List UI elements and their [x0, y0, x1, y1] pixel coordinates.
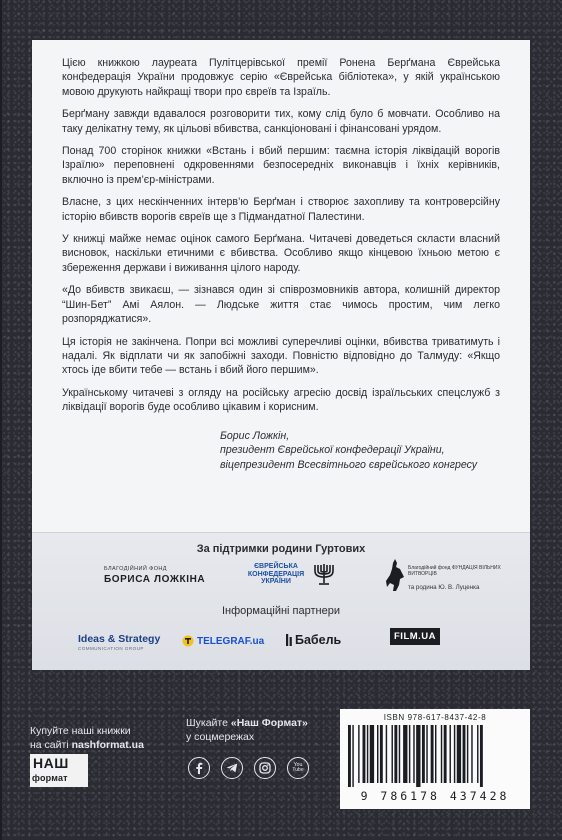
blurb-panel: [32, 40, 530, 532]
blurb-paragraph-6: «До вбивств звикаєш, — зізнався один зі співрозмовників автора, колишній директор “Шин-Бет” Амі Аялон. — Людське життя стає чимось простим, чим легко розпоряджатися».: [62, 284, 500, 326]
spine-edge: [0, 0, 2, 840]
telegraf-logo: [182, 635, 264, 647]
buy-books-line1: Купуйте наші книжки: [30, 725, 131, 737]
isbn-number: ISBN 978-617-8437-42-8: [383, 713, 487, 722]
ideas-strategy-name: Ideas & Strategy: [78, 633, 161, 645]
babel-icon: [285, 633, 293, 647]
nash-logo-bottom: формат: [32, 773, 68, 783]
sponsors-panel: [32, 532, 530, 670]
buy-books-line2: на сайті: [30, 739, 72, 751]
babel-name: Бабель: [295, 633, 342, 647]
lozhkin-foundation-logo: [104, 566, 205, 585]
blurb-paragraph-1: Цією книжкою лауреата Пулітцерівської премії Ронена Берґмана Єврейська конфедерація України продовжує серію «Єврейська бібліотека», у якій українською мовою друкують найкращі твори про євреїв та Ізраїль.: [62, 57, 500, 98]
lutsenko-family-text: та родина Ю. В. Луценка: [408, 584, 480, 591]
horseman-icon: [384, 557, 406, 593]
instagram-icon[interactable]: [254, 757, 276, 779]
free-creators-logo-text: Благодійний фонд ФУНДАЦІЯ ВІЛЬНИХ ВИТВОРЦІВ: [408, 565, 501, 577]
barcode-area: [340, 709, 530, 809]
nash-logo-top: НАШ: [33, 755, 69, 771]
signature-name: Борис Ложкін,: [220, 429, 290, 442]
lozhkin-logo-line2: БОРИСА ЛОЖКІНА: [104, 574, 206, 585]
blurb-paragraph-3: Понад 700 сторінок книжки «Встань і вбий першим: таємна історія ліквідацій ворогів Ізраїлю» переповнені одкровеннями безпосередніх виконавців і їхніх керівників, включно із прем’єр-міністрами.: [62, 145, 500, 186]
babel-logo: [285, 633, 341, 647]
ideas-strategy-logo: [78, 633, 160, 651]
barcode-digits: 9 786178 437428: [360, 789, 510, 803]
sponsors-heading: За підтримки родини Гуртових: [196, 543, 366, 555]
telegraf-suffix: .ua: [249, 635, 265, 647]
menorah-icon: [312, 561, 336, 587]
blurb-paragraph-7: Ця історія не закінчена. Попри всі можливі суперечливі оцінки, вбивства триватимуть і надалі. Як відплати чи як запобіжні заходи. Повністю відповідно до Талмуду: «Якщо хтось іде вбити тебе — встань і вбий його першим».: [62, 335, 500, 377]
search-brand: «Наш Формат»: [230, 717, 308, 729]
telegraf-icon: [182, 635, 194, 647]
film-ua-name: FILM.UA: [390, 628, 440, 645]
blurb-paragraph-5: У книжці майже немає оцінок самого Берґмана. Читачеві доведеться скласти власний висновок, наскільки етичними є вбивства. Особливо якщо кінцевою їхньою метою є збереження держави і виживання цілого народу.: [62, 233, 500, 274]
youtube-icon[interactable]: [287, 757, 309, 779]
buy-books-block: [30, 724, 144, 752]
signature: [62, 429, 500, 473]
blurb-paragraph-8: Українському читачеві з огляду на російську агресію досвід ізраїльських спецслужб з ліквідації ворогів буде особливо цікавим і корисним.: [62, 386, 500, 414]
social-search-block: [186, 716, 308, 744]
youtube-label: You Tube: [292, 762, 304, 773]
website-link[interactable]: nashformat.ua: [71, 739, 144, 751]
signature-role-1: президент Єврейської конфедерації України,: [220, 444, 445, 457]
blurb-paragraph-2: Берґману завжди вдавалося розговорити тих, кому слід було б мовчати. Особливо на таку делікатну тему, як цільові вбивства, санкціоновані і фінансовані урядом.: [62, 108, 500, 135]
barcode: [344, 725, 526, 787]
partners-heading: Інформаційні партнери: [221, 605, 340, 617]
signature-role-2: віцепрезидент Всесвітнього єврейського конгресу: [220, 458, 478, 471]
search-prefix: Шукайте: [186, 717, 231, 729]
film-ua-logo: [390, 628, 440, 645]
blurb-paragraph-4: Власне, з цих нескінченних інтерв’ю Берґман і створює захопливу та контроверсійну історію вбивств ворогів євреїв ще з Підмандатної Палестини.: [62, 196, 500, 223]
telegraf-name: TELEGRAF: [197, 635, 250, 647]
facebook-icon[interactable]: [188, 757, 210, 779]
telegram-icon[interactable]: [221, 757, 243, 779]
search-line2: у соцмережах: [186, 731, 255, 743]
jcu-logo-text: ЄВРЕЙСЬКА КОНФЕДЕРАЦІЯ УКРАЇНИ: [247, 563, 305, 586]
nash-format-logo: [30, 754, 88, 787]
ideas-strategy-sub: COMMUNICATION GROUP: [78, 646, 144, 651]
lozhkin-logo-line1: БЛАГОДІЙНИЙ ФОНД: [104, 566, 167, 572]
